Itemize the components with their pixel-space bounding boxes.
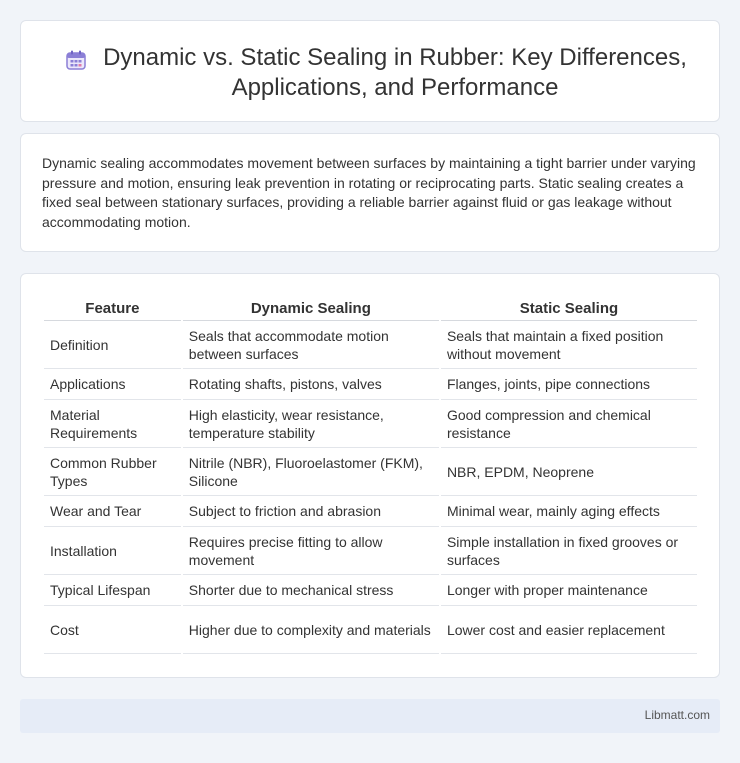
table-row (44, 369, 697, 400)
table-row (44, 448, 697, 496)
footer-site-link[interactable]: Libmatt.com (644, 708, 710, 722)
feature-cell: Common Rubber Types (44, 448, 181, 496)
static-cell: Simple installation in fixed grooves or surfaces (441, 527, 697, 575)
feature-cell: Applications (44, 369, 181, 400)
header-static-sealing: Static Sealing (441, 294, 697, 321)
title-card (20, 20, 720, 122)
dynamic-cell: Shorter due to mechanical stress (183, 575, 439, 606)
page-title-line-2: Applications, and Performance (231, 74, 559, 101)
table-row (44, 606, 697, 654)
dynamic-cell: Nitrile (NBR), Fluoroelastomer (FKM), Silicone (183, 448, 439, 496)
table-row (44, 321, 697, 369)
page-title-line-1: Dynamic vs. Static Sealing in Rubber: Key Differences, (103, 44, 687, 71)
header-feature: Feature (44, 294, 181, 321)
table-row (44, 400, 697, 448)
intro-paragraph: Dynamic sealing accommodates movement between surfaces by maintaining a tight barrier under varying pressure and motion, ensuring leak prevention in rotating or reciprocating parts. Static sealing creates a fixed seal between stationary surfaces, providing a reliable barrier against fluid or gas leakage without accommodating motion. (42, 155, 696, 230)
static-cell: Minimal wear, mainly aging effects (441, 496, 697, 527)
dynamic-cell: Subject to friction and abrasion (183, 496, 439, 527)
comparison-table-card (20, 273, 720, 678)
feature-cell: Material Requirements (44, 400, 181, 448)
page-title (21, 43, 719, 103)
static-cell: NBR, EPDM, Neoprene (441, 448, 697, 496)
intro-card (20, 133, 720, 252)
feature-cell: Typical Lifespan (44, 575, 181, 606)
feature-cell: Wear and Tear (44, 496, 181, 527)
static-cell: Seals that maintain a fixed position without movement (441, 321, 697, 369)
feature-cell: Cost (44, 606, 181, 654)
table-row (44, 575, 697, 606)
static-cell: Flanges, joints, pipe connections (441, 369, 697, 400)
static-cell: Good compression and chemical resistance (441, 400, 697, 448)
static-cell: Longer with proper maintenance (441, 575, 697, 606)
table-row (44, 496, 697, 527)
dynamic-cell: Requires precise fitting to allow movement (183, 527, 439, 575)
comparison-table (42, 294, 699, 654)
feature-cell: Installation (44, 527, 181, 575)
dynamic-cell: Rotating shafts, pistons, valves (183, 369, 439, 400)
header-dynamic-sealing: Dynamic Sealing (183, 294, 439, 321)
dynamic-cell: High elasticity, wear resistance, temperature stability (183, 400, 439, 448)
static-cell: Lower cost and easier replacement (441, 606, 697, 654)
feature-cell: Definition (44, 321, 181, 369)
dynamic-cell: Higher due to complexity and materials (183, 606, 439, 654)
dynamic-cell: Seals that accommodate motion between surfaces (183, 321, 439, 369)
footer-bar (20, 699, 720, 733)
table-header-row (44, 294, 697, 321)
table-row (44, 527, 697, 575)
